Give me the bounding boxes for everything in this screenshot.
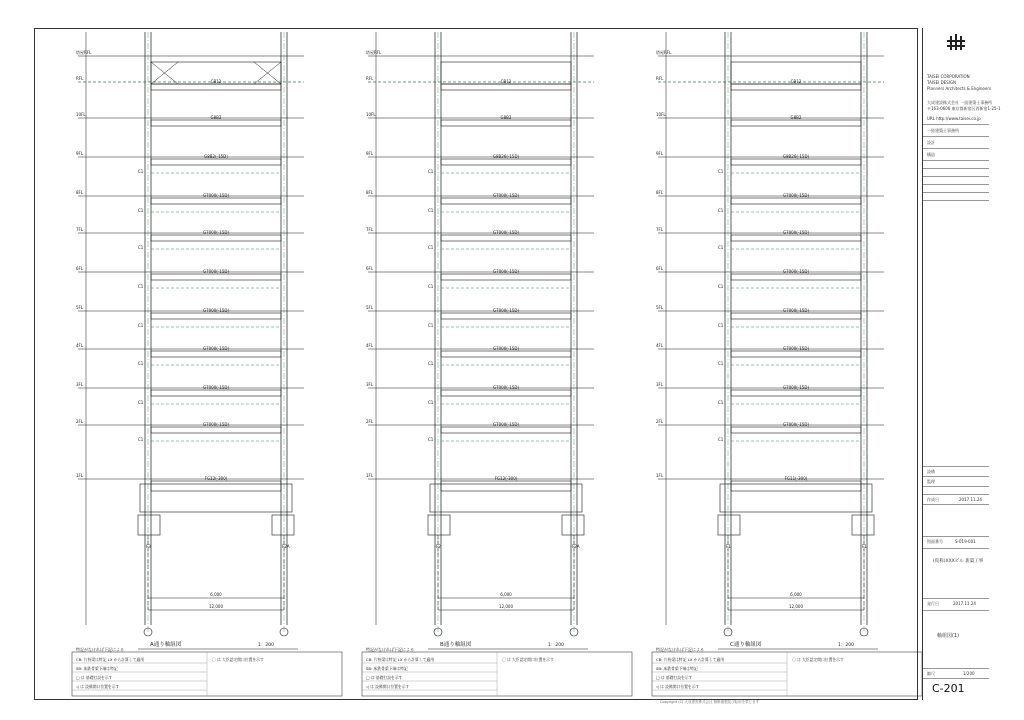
notes-line: 〇 は 大臣認定開口位置を示す (792, 657, 844, 662)
column-label: C1 (138, 208, 144, 213)
beam-label: G7000(-15D) (492, 346, 520, 351)
beam (151, 84, 281, 90)
floor-label: 塔屋RFL (76, 50, 92, 55)
floor-label: 塔屋RFL (656, 50, 672, 55)
foundation (720, 484, 872, 512)
foundation (430, 484, 582, 512)
floor-label: RFL (76, 76, 84, 81)
column-label: C1 (138, 361, 144, 366)
notes-line: CB: 片持梁は特記 LX から計算して適用 (656, 657, 725, 662)
dimension-label: 6,000 (500, 592, 512, 597)
notes-line: 〇 は 大臣認定開口位置を示す (502, 657, 554, 662)
notes-line: ◁ は 設備開口位置を示す (656, 684, 700, 689)
beam (441, 351, 571, 357)
column-label: C1 (138, 169, 144, 174)
notes-heading: 特記がなければ下記による (656, 647, 704, 652)
foundation (140, 484, 292, 512)
dimension-label: 12,000 (499, 604, 513, 609)
column-label: C1 (428, 169, 434, 174)
date-label: 作成日 (927, 497, 939, 502)
issue-date: 2017.11.24 (953, 601, 976, 606)
beam-label: G7000(-15D) (492, 308, 520, 313)
column-label: C1 (428, 361, 434, 366)
footing-label: F1 (726, 544, 731, 549)
dimension-label: 12,000 (789, 604, 803, 609)
footing-label: F2 (436, 544, 441, 549)
footing-label: F1 (862, 544, 867, 549)
beam (441, 427, 571, 433)
floor-label: 4FL (366, 343, 374, 348)
footing (272, 515, 294, 535)
beam (441, 120, 571, 126)
column-label: C1 (138, 284, 144, 289)
elevation-b (362, 32, 632, 696)
floor-label: 8FL (366, 190, 374, 195)
floor-label: 6FL (656, 266, 664, 271)
row-supervision: 監理 (927, 479, 935, 484)
row-structure: 構造 (927, 152, 935, 157)
beam (151, 274, 281, 280)
beam-label: G7000(-15D) (202, 385, 230, 390)
floor-label: RFL (366, 76, 374, 81)
beam-label: G7000(-15D) (492, 193, 520, 198)
company-url: URL http://www.taisei.co.jp (927, 116, 981, 121)
beam-label: FG12(-300) (494, 476, 518, 481)
beam-label: G7000(-15D) (202, 422, 230, 427)
dimension-label: 6,000 (210, 592, 222, 597)
beam (441, 274, 571, 280)
sheet-number: C-201 (932, 682, 965, 695)
beam (441, 198, 571, 204)
footing (138, 515, 160, 535)
beam (151, 351, 281, 357)
drawing-title: 軸組図(1) (937, 633, 960, 639)
notes-line: CB: 片持梁は特記 LX から計算して適用 (76, 657, 145, 662)
floor-label: 4FL (656, 343, 664, 348)
elevation-title: B通り軸組図 (440, 642, 472, 648)
floor-label: 2FL (76, 419, 84, 424)
elevation-scale: 1：200 (838, 643, 854, 648)
column-label: C1 (428, 437, 434, 442)
beam-label: G8B26(-15D) (492, 154, 520, 159)
floor-label: 1FL (366, 473, 374, 478)
notes-line: ◁ は 設備開口位置を示す (366, 684, 410, 689)
floor-label: RFL (656, 76, 664, 81)
floor-label: 塔屋RFL (366, 50, 382, 55)
column-label: C1 (718, 284, 724, 289)
beam (441, 390, 571, 396)
elevation-c (652, 32, 922, 696)
beam (441, 235, 571, 241)
taisei-logo-icon (941, 34, 971, 54)
column-label: C1 (718, 169, 724, 174)
beam-label: G7000(-15D) (202, 346, 230, 351)
row-design: 設計 (927, 140, 935, 145)
floor-label: 2FL (656, 419, 664, 424)
beam (731, 313, 861, 319)
floor-label: 10FL (656, 112, 666, 117)
floor-label: 4FL (76, 343, 84, 348)
floor-label: 5FL (76, 305, 84, 310)
title-block (922, 28, 1001, 700)
issue-label: 発行日 (927, 601, 939, 606)
floor-label: 6FL (366, 266, 374, 271)
company-sub: TAISEI DESIGN (927, 80, 956, 85)
drawing-no-label: 図面番号 (927, 539, 943, 544)
column-label: C1 (138, 400, 144, 405)
date-value: 2017.11.24 (959, 497, 982, 502)
footing (718, 515, 740, 535)
beam (731, 235, 861, 241)
notes-line: SB: 床鉄骨梁下端は特記 (366, 666, 408, 671)
beam-label: G7000(-15D) (782, 308, 810, 313)
notes-line: □ は 基礎打設を示す (366, 675, 403, 680)
column-label: C1 (138, 437, 144, 442)
beam-label: G7000(-15D) (202, 308, 230, 313)
beam-label: G7000(-15D) (202, 193, 230, 198)
floor-label: 5FL (656, 305, 664, 310)
beam (731, 120, 861, 126)
beam (151, 481, 281, 491)
floor-label: 9FL (656, 151, 664, 156)
column-label: C1 (718, 437, 724, 442)
scale-value: 1/200 (963, 671, 975, 676)
notes-line: □ は 基礎打設を示す (656, 675, 693, 680)
column-label: C1 (718, 245, 724, 250)
beam (151, 313, 281, 319)
floor-label: 5FL (366, 305, 374, 310)
beam-label: G7000(-15D) (492, 230, 520, 235)
floor-label: 10FL (366, 112, 376, 117)
company-name-jp: 大成建設株式会社 一級建築士事務所 (927, 100, 993, 105)
notes-line: 〇 は 大臣認定開口位置を示す (212, 657, 264, 662)
column-label: C1 (718, 361, 724, 366)
company-name-en: TAISEI CORPORATION (927, 74, 970, 79)
beam (731, 198, 861, 204)
beam-label: FG12(-300) (204, 476, 228, 481)
column-label: C1 (428, 208, 434, 213)
beam-label: CB12 (790, 79, 802, 84)
footing-label: F3 (146, 544, 151, 549)
elevation-title: C通り軸組図 (730, 642, 762, 648)
beam-label: FG11(-300) (784, 476, 808, 481)
beam (151, 235, 281, 241)
floor-label: 8FL (656, 190, 664, 195)
column-label: C1 (428, 245, 434, 250)
beam (151, 159, 281, 165)
floor-label: 3FL (76, 382, 84, 387)
beam (731, 351, 861, 357)
elevation-scale: 1：200 (258, 643, 274, 648)
dimension-label: 6,000 (790, 592, 802, 597)
footing (852, 515, 874, 535)
beam-label: G7000(-15D) (492, 385, 520, 390)
column-label: C1 (428, 323, 434, 328)
notes-line: SB: 床鉄骨梁下端は特記 (656, 666, 698, 671)
dimension-label: 12,000 (209, 604, 223, 609)
column-label: C1 (138, 323, 144, 328)
beam (441, 313, 571, 319)
floor-label: 1FL (76, 473, 84, 478)
beam-label: G7000(-15D) (202, 269, 230, 274)
floor-label: 1FL (656, 473, 664, 478)
beam-label: G7000(-15D) (782, 230, 810, 235)
notes-line: CB: 片持梁は特記 LX から計算して適用 (366, 657, 435, 662)
beam-label: G7000(-15D) (782, 346, 810, 351)
footing-label: F2A (282, 544, 290, 549)
section-label: 一級建築士事務所 (927, 128, 959, 133)
project-name: (仮称)XXXビル 新築工事 (933, 559, 984, 564)
elevation-a (72, 32, 342, 696)
row-equipment: 設備 (927, 469, 935, 474)
beam-label: G7000(-15D) (202, 230, 230, 235)
elevation-scale: 1：200 (548, 643, 564, 648)
beam-label: G7000(-15D) (782, 422, 810, 427)
beam-label: G8B2(-15D) (204, 154, 228, 159)
beam (731, 274, 861, 280)
beam-label: G7000(-15D) (782, 269, 810, 274)
notes-line: ◁ は 設備開口位置を示す (76, 684, 120, 689)
beam-label: G7000(-15D) (492, 269, 520, 274)
company-address: 〒163-0606 東京都新宿区西新宿1-25-1 (927, 106, 1001, 111)
column-label: C1 (718, 400, 724, 405)
column-label: C1 (718, 208, 724, 213)
floor-label: 3FL (656, 382, 664, 387)
floor-label: 3FL (366, 382, 374, 387)
beam-label: G8B2 (210, 115, 222, 120)
column-label: C1 (138, 245, 144, 250)
footing (428, 515, 450, 535)
footing-label: F2A (572, 544, 580, 549)
beam (731, 390, 861, 396)
notes-line: SB: 床鉄骨梁下端は特記 (76, 666, 118, 671)
beam (731, 481, 861, 491)
floor-label: 7FL (656, 227, 664, 232)
beam (151, 390, 281, 396)
copyright: Copyright (C) 大成建設株式会社 無断複製及び転用を禁じます (660, 700, 760, 704)
beam (441, 481, 571, 491)
footing (562, 515, 584, 535)
beam (441, 159, 571, 165)
column-label: C1 (428, 400, 434, 405)
beam-label: CB12 (500, 79, 512, 84)
beam-label: G8B2 (790, 115, 802, 120)
beam-label: G8B26(-15D) (782, 154, 810, 159)
notes-line: □ は 基礎打設を示す (76, 675, 113, 680)
drawing-no: S-019-001 (955, 539, 976, 544)
floor-label: 8FL (76, 190, 84, 195)
beam-label: CB12 (210, 79, 222, 84)
beam (151, 198, 281, 204)
notes-heading: 特記がなければ下記による (76, 647, 124, 652)
floor-label: 7FL (366, 227, 374, 232)
beam (731, 427, 861, 433)
beam (441, 84, 571, 90)
beam (151, 120, 281, 126)
beam-label: G8B2 (500, 115, 512, 120)
floor-label: 2FL (366, 419, 374, 424)
elevation-title: A通り軸組図 (150, 642, 182, 648)
beam (151, 427, 281, 433)
floor-label: 9FL (366, 151, 374, 156)
beam (731, 159, 861, 165)
column-label: C1 (428, 284, 434, 289)
notes-heading: 特記がなければ下記による (366, 647, 414, 652)
column-label: C1 (718, 323, 724, 328)
company-tag: Planners Architects & Engineers (927, 86, 992, 91)
beam-label: G7000(-15D) (782, 193, 810, 198)
beam (731, 84, 861, 90)
floor-label: 10FL (76, 112, 86, 117)
floor-label: 7FL (76, 227, 84, 232)
floor-label: 9FL (76, 151, 84, 156)
floor-label: 6FL (76, 266, 84, 271)
beam-label: G7000(-15D) (782, 385, 810, 390)
beam-label: G7000(-15D) (492, 422, 520, 427)
scale-label: 縮尺 (927, 671, 935, 676)
